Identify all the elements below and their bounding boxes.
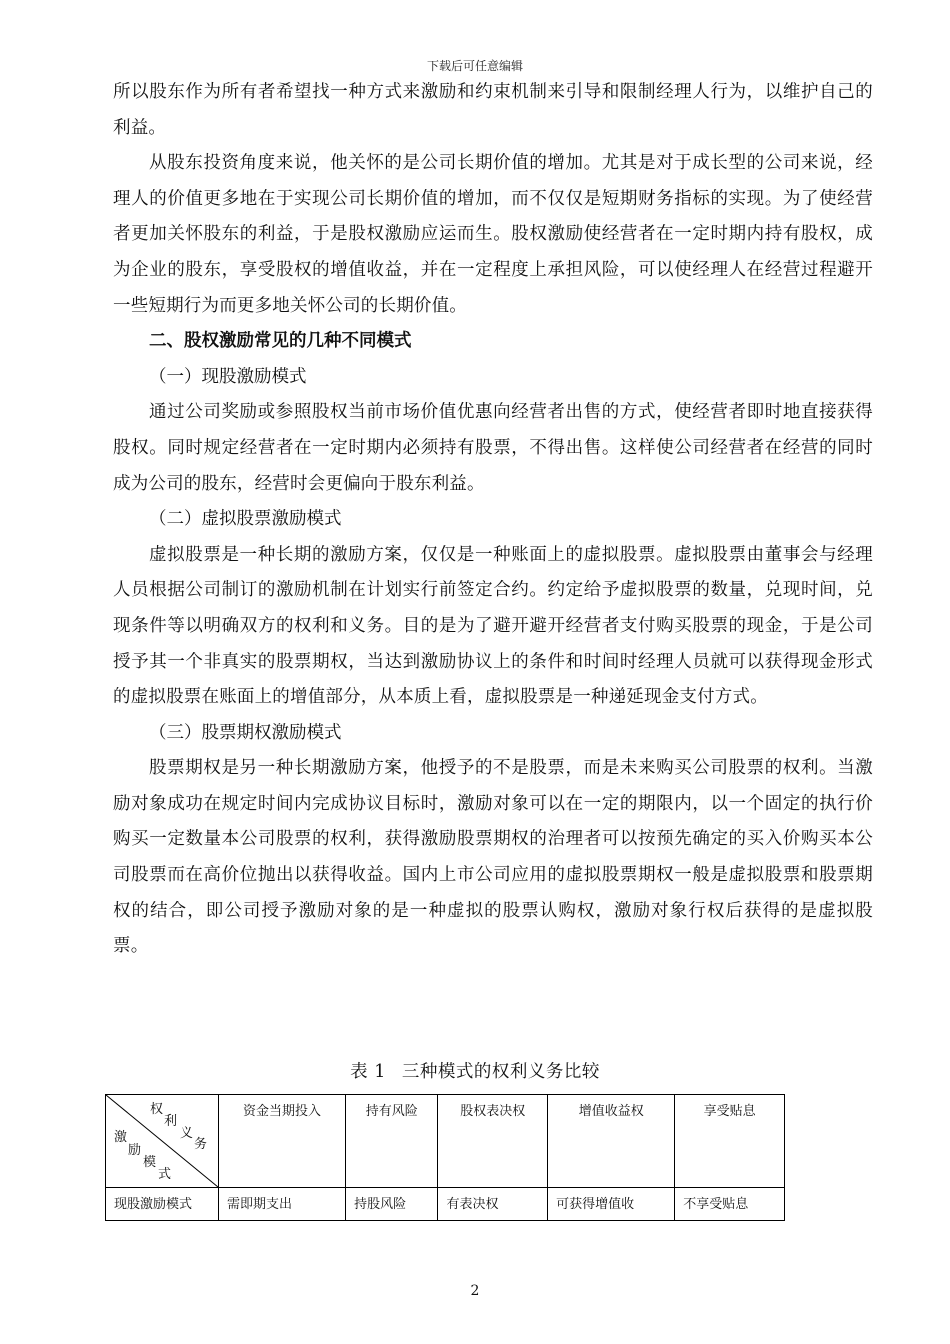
table-caption-number: 表 1 — [350, 1062, 386, 1082]
table-cell: 持股风险 — [346, 1188, 438, 1221]
corner-bottom-2: 励 — [128, 1143, 142, 1158]
table-caption-title: 三种模式的权利义务比较 — [401, 1062, 600, 1082]
corner-top-4: 务 — [194, 1137, 208, 1152]
table-header-row — [106, 1095, 785, 1188]
table-cell: 不享受贴息 — [675, 1188, 785, 1221]
table-cell: 有表决权 — [438, 1188, 548, 1221]
table-row — [106, 1188, 785, 1221]
table-cell: 可获得增值收 — [548, 1188, 675, 1221]
subheading-3: （三）股票期权激励模式 — [149, 722, 342, 743]
section-heading-2: 二、股权激励常见的几种不同模式 — [149, 331, 412, 352]
corner-top-3: 义 — [180, 1126, 194, 1141]
table-caption — [0, 1058, 950, 1083]
corner-bottom-1: 激 — [114, 1130, 128, 1145]
paragraph-1: 所以股东作为所有者希望找一种方式来激励和约束机制来引导和限制经理人行为，以维护自己的利益。 — [113, 82, 873, 138]
column-header: 持有风险 — [346, 1095, 438, 1188]
comparison-table — [105, 1094, 785, 1221]
page-number: 2 — [470, 1283, 480, 1299]
document-body — [113, 75, 873, 965]
subheading-1: （一）现股激励模式 — [149, 366, 307, 387]
page-header: 下载后可任意编辑 — [426, 59, 523, 73]
paragraph-2: 从股东投资角度来说，他关怀的是公司长期价值的增加。尤其是对于成长型的公司来说，经理人的价值更多地在于实现公司长期价值的增加，而不仅仅是短期财务指标的实现。为了使经营者更加关怀股东的利益，于是股权激励应运而生。股权激励使经营者在一定时期内持有股权，成为企业的股东，享受股权的增值收益，并在一定程度上承担风险，可以使经理人在经营过程避开一些短期行为而更多地关怀公司的长期价值。 — [113, 153, 873, 316]
column-header: 增值收益权 — [548, 1095, 675, 1188]
table-cell: 现股激励模式 — [106, 1188, 219, 1221]
corner-bottom-4: 式 — [158, 1167, 172, 1182]
column-header: 享受贴息 — [675, 1095, 785, 1188]
column-header: 资金当期投入 — [219, 1095, 346, 1188]
column-header: 股权表决权 — [438, 1095, 548, 1188]
paragraph-3: 通过公司奖励或参照股权当前市场价值优惠向经营者出售的方式，使经营者即时地直接获得股权。同时规定经营者在一定时期内必须持有股票，不得出售。这样使公司经营者在经营的同时成为公司的股东，经营时会更偏向于股东利益。 — [113, 402, 873, 494]
corner-bottom-3: 模 — [143, 1155, 157, 1170]
subheading-2: （二）虚拟股票激励模式 — [149, 509, 342, 530]
corner-top-1: 权 — [150, 1102, 164, 1117]
paragraph-5: 股票期权是另一种长期激励方案，他授予的不是股票，而是未来购买公司股票的权利。当激励对象成功在规定时间内完成协议目标时，激励对象可以在一定的期限内，以一个固定的执行价购买一定数量本公司股票的权利，获得激励股票期权的治理者可以按预先确定的买入价购买本公司股票而在高价位抛出以获得收益。国内上市公司应用的虚拟股票期权一般是虚拟股票和股票期权的结合，即公司授予激励对象的是一种虚拟的股票认购权，激励对象行权后获得的是虚拟股票。 — [113, 758, 873, 957]
diagonal-header-cell — [106, 1095, 219, 1188]
paragraph-4: 虚拟股票是一种长期的激励方案，仅仅是一种账面上的虚拟股票。虚拟股票由董事会与经理人员根据公司制订的激励机制在计划实行前签定合约。约定给予虚拟股票的数量，兑现时间，兑现条件等以明确双方的权利和义务。目的是为了避开避开经营者支付购买股票的现金，于是公司授予其一个非真实的股票期权，当达到激励协议上的条件和时间时经理人员就可以获得现金形式的虚拟股票在账面上的增值部分，从本质上看，虚拟股票是一种递延现金支付方式。 — [113, 544, 873, 708]
corner-top-2: 利 — [164, 1114, 178, 1129]
table-cell: 需即期支出 — [219, 1188, 346, 1221]
